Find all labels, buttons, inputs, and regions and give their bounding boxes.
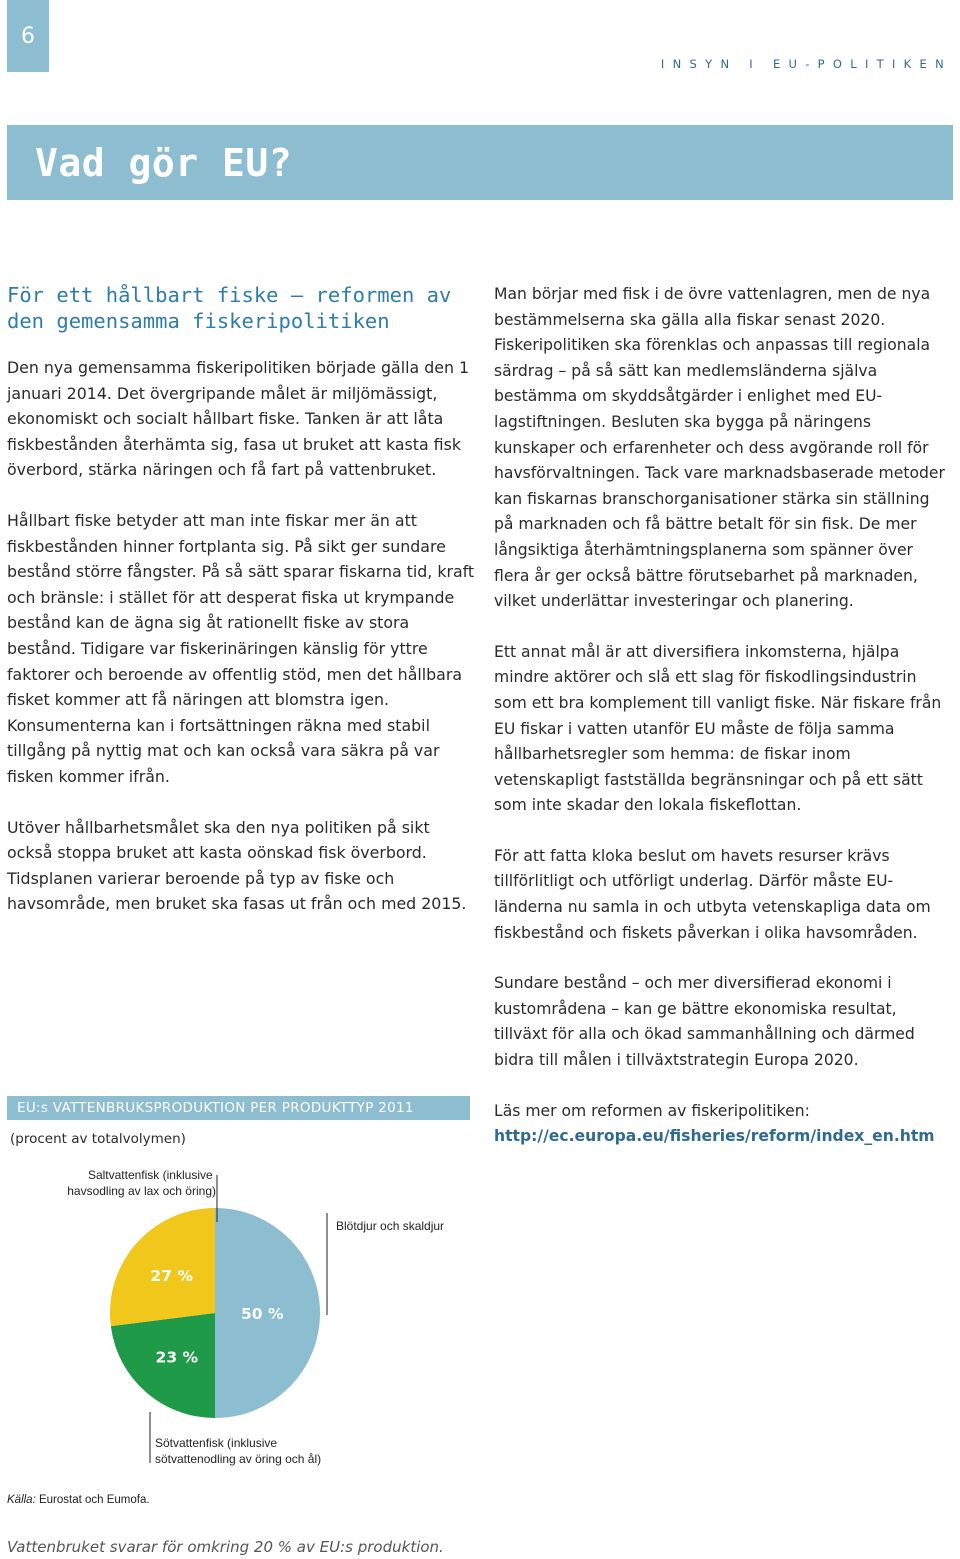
paragraph: Den nya gemensamma fiskeripolitiken började gälla den 1 januari 2014. Det övergripande målet är miljömässigt, ekonomiskt och socialt hållbart fiske. Tanken är att låta fiskbestånden återhämta sig, fasa ut bruket att kasta fisk överbord, stärka näringen och få fart på vattenbruket. xyxy=(7,358,470,480)
chart-title: EU:s VATTENBRUKSPRODUKTION PER PRODUKTTYP 2011 xyxy=(17,1100,414,1116)
reform-link[interactable]: http://ec.europa.eu/fisheries/reform/index_en.htm xyxy=(494,1127,935,1146)
paragraph: Man börjar med fisk i de övre vattenlagren, men de nya bestämmelserna ska gälla alla fiskar senast 2020. Fiskeripolitiken ska förenklas och anpassas till regionala särdrag – på så sätt kan medlemsländerna själva bestämma om skyddsåtgärder i enlighet med EU-lagstiftningen. Besluten ska bygga på näringens kunskaper och erfarenheter och dess avgörande roll för havsförvaltningen. Tack vare marknadsbaserade metoder kan fiskarnas branschorganisationer stärka sin ställning på marknaden och få bättre betalt för sin fisk. De mer långsiktiga återhämtningsplanerna som spänner över flera år ger också bättre förutsebarhet på marknaden, vilket underlättar investeringar och planering. xyxy=(494,285,945,611)
chart-title-band xyxy=(7,1096,470,1120)
paragraph: Sundare bestånd – och mer diversifierad ekonomi i kustområdena – kan ge bättre ekonomiska resultat, tillväxt för alla och ökad sammanhållning och därmed bidra till målen i tillväxtstrategin Europa 2020. xyxy=(494,974,915,1070)
paragraph: Utöver hållbarhetsmålet ska den nya politiken på sikt också stoppa bruket att kasta oönskad fisk överbord. Tidsplanen varierar beroende på typ av fiske och havsområde, men bruket ska fasas ut från och med 2015. xyxy=(7,817,467,914)
paragraph: Ett annat mål är att diversifiera inkomsterna, hjälpa mindre aktörer och slå ett slag för fiskodlingsindustrin som ett bra komplement till vanligt fiske. När fiskare från EU fiskar i vatten utanför EU måste de följa samma hållbarhetsregler som hemma: de fiskar inom vetenskapligt fastställda begränsningar och på ett sätt som inte skadar den lokala fiskeflottan. xyxy=(494,642,942,815)
slice-value-label: 27 % xyxy=(150,1266,193,1285)
callout-blot: Blötdjur och skaldjur xyxy=(336,1219,445,1233)
source-text: Eurostat och Eumofa. xyxy=(35,1494,150,1506)
pie-chart xyxy=(0,1150,480,1480)
slice-value-label: 23 % xyxy=(155,1348,199,1367)
link-intro: Läs mer om reformen av fiskeripolitiken: xyxy=(494,1101,810,1120)
footer-note: Vattenbruket svarar för omkring 20 % av EU:s produktion. xyxy=(7,1538,444,1556)
section-heading: För ett hållbart fiske – reformen av den gemensamma fiskeripolitiken xyxy=(7,283,452,333)
left-column xyxy=(7,282,477,942)
chart-subtitle: (procent av totalvolymen) xyxy=(10,1131,186,1147)
title-band xyxy=(7,125,953,200)
right-column xyxy=(494,282,952,1175)
page-title: Vad gör EU? xyxy=(35,141,293,185)
callout-sot: Sötvattenfisk (inklusive sötvattenodling av öring och ål) xyxy=(155,1436,322,1466)
callout-salt: Saltvattenfisk (inklusive havsodling av lax och öring) xyxy=(67,1168,216,1198)
paragraph: Hållbart fiske betyder att man inte fiskar mer än att fiskbestånden hinner fortplanta sig. På sikt ger sundare bestånd större fångster. På så sätt sparar fiskarna tid, kraft och bränsle: i stället för att desperat fiska ut krympande bestånd kan de ägna sig åt rationellt fiske av stora bestånd. Tidigare var fiskerinäringen känslig för yttre faktorer och beroende av offentlig stöd, men det hållbara fisket kommer att få näringen att blomstra igen. Konsumenterna kan i fortsättningen räkna med stabil tillgång på nyttig mat och kan också vara säkra på var fisken kommer ifrån. xyxy=(7,510,475,786)
paragraph: För att fatta kloka beslut om havets resurser krävs tillförlitligt och utförligt underlag. Därför måste EU-länderna nu samla in och utbyta vetenskapliga data om fiskbestånd och fiskets påverkan i olika havsområden. xyxy=(494,846,931,942)
chart-source xyxy=(7,1494,150,1506)
running-head: INSYN I EU-POLITIKEN xyxy=(660,57,952,71)
source-label: Källa: xyxy=(7,1494,36,1506)
page-number: 6 xyxy=(7,0,49,72)
slice-value-label: 50 % xyxy=(241,1305,284,1323)
